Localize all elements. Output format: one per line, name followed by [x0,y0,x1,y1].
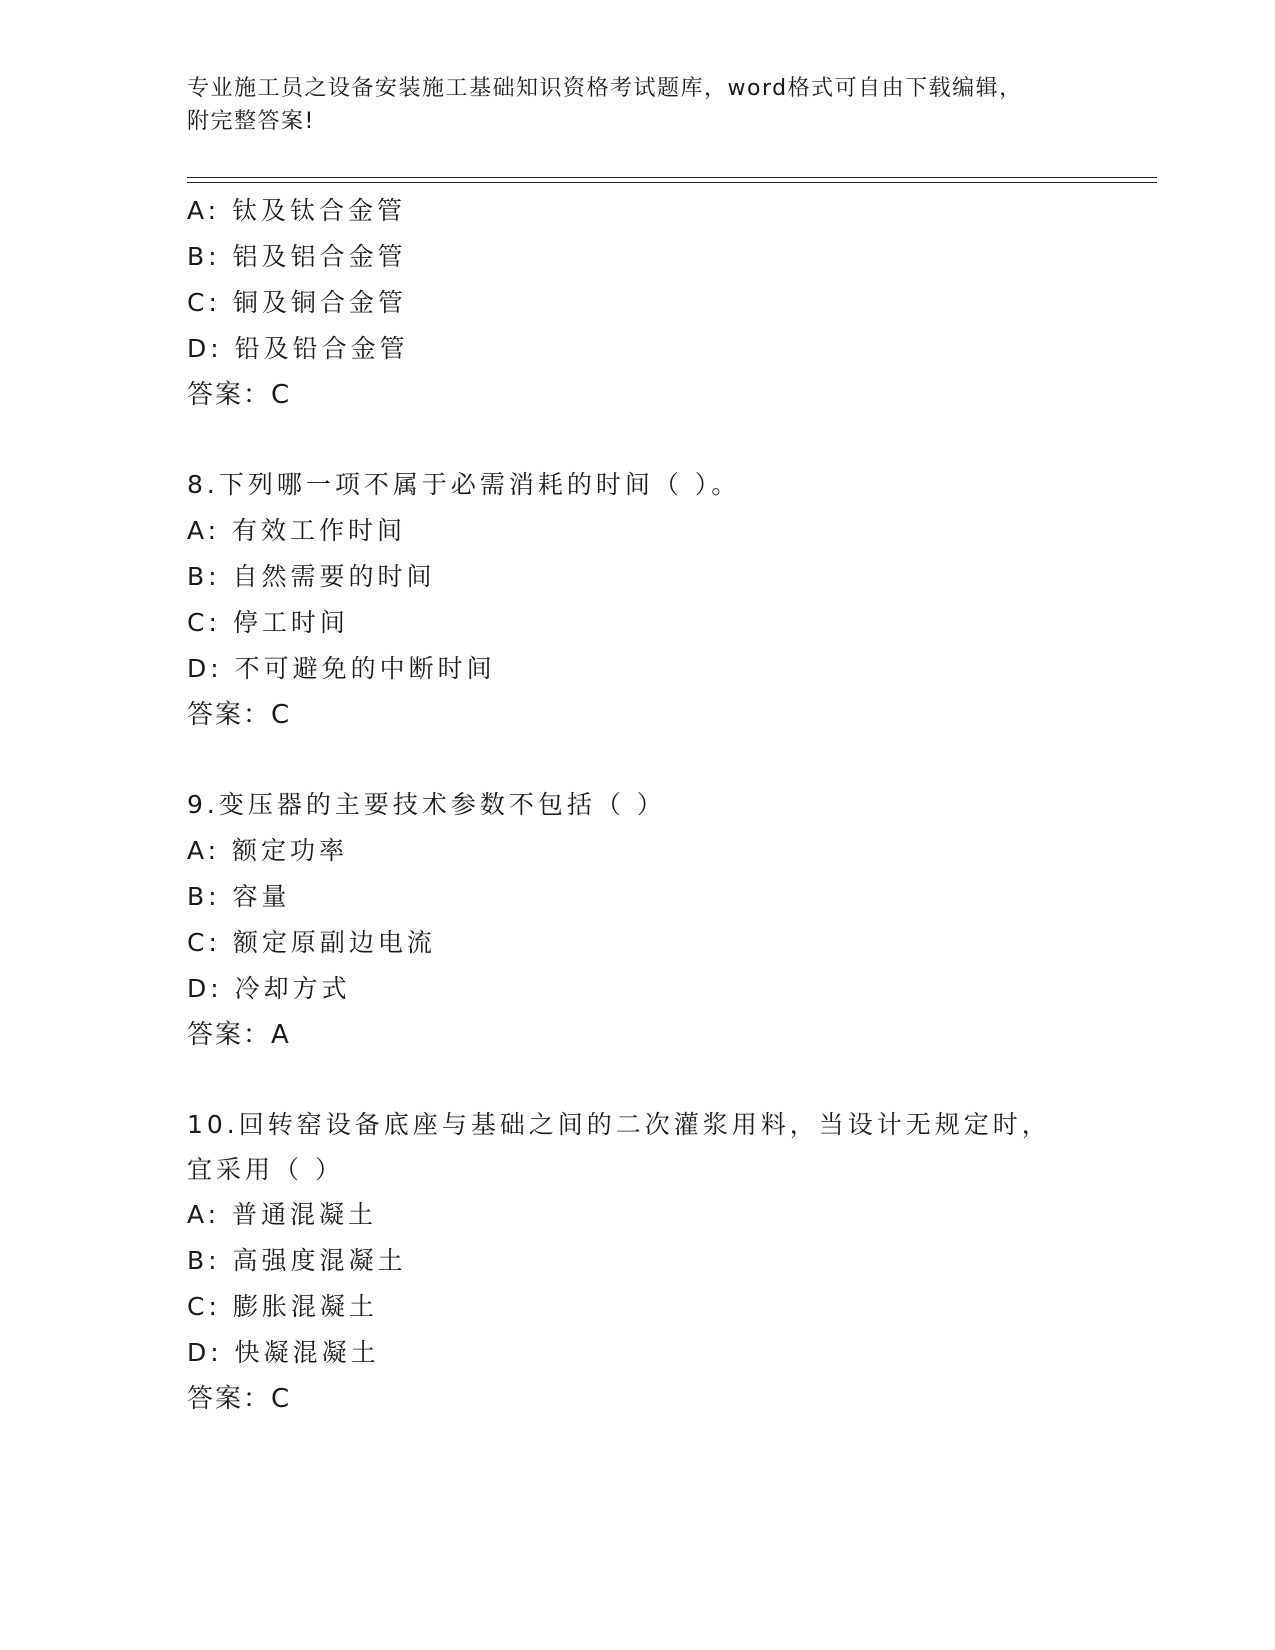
option-d: D: 快凝混凝土 [187,1338,380,1367]
option-b: B: 容量 [187,882,291,911]
question-list [187,188,1087,1422]
answer-line: 答案：C [187,1384,292,1414]
option-a: A: 钛及钛合金管 [187,196,407,225]
option-d: D: 铅及铅合金管 [187,334,409,363]
option-c: C: 停工时间 [187,608,349,637]
option-c: C: 膨胀混凝土 [187,1292,378,1321]
option-b: B: 铝及铝合金管 [187,242,407,271]
option-c: C: 铜及铜合金管 [187,288,407,317]
option-a: A: 普通混凝土 [187,1200,378,1229]
option-b: B: 自然需要的时间 [187,562,436,591]
option-b: B: 高强度混凝土 [187,1246,407,1275]
question-text: 9.变压器的主要技术参数不包括（ ） [187,790,666,819]
question-text: 8.下列哪一项不属于必需消耗的时间（ ）。 [187,470,741,499]
question-text: 10.回转窑设备底座与基础之间的二次灌浆用料，当设计无规定时，宜采用（ ） [187,1110,1051,1184]
option-a: A: 有效工作时间 [187,516,407,545]
header-line-2: 附完整答案! [187,109,315,134]
question-7-block [187,188,1087,418]
header-divider-top [187,177,1157,178]
question-10-block [187,1102,1087,1422]
answer-line: 答案：C [187,700,292,730]
option-a: A: 额定功率 [187,836,349,865]
question-9-block [187,782,1087,1058]
question-8-block [187,462,1087,738]
option-c: C: 额定原副边电流 [187,928,436,957]
answer-line: 答案：A [187,1020,291,1050]
option-d: D: 冷却方式 [187,974,351,1003]
answer-line: 答案：C [187,380,292,410]
header-divider-bottom [187,182,1157,183]
header-line-1: 专业施工员之设备安装施工基础知识资格考试题库，word格式可自由下载编辑， [187,76,1023,101]
option-d: D: 不可避免的中断时间 [187,654,496,683]
document-header [187,72,1087,138]
